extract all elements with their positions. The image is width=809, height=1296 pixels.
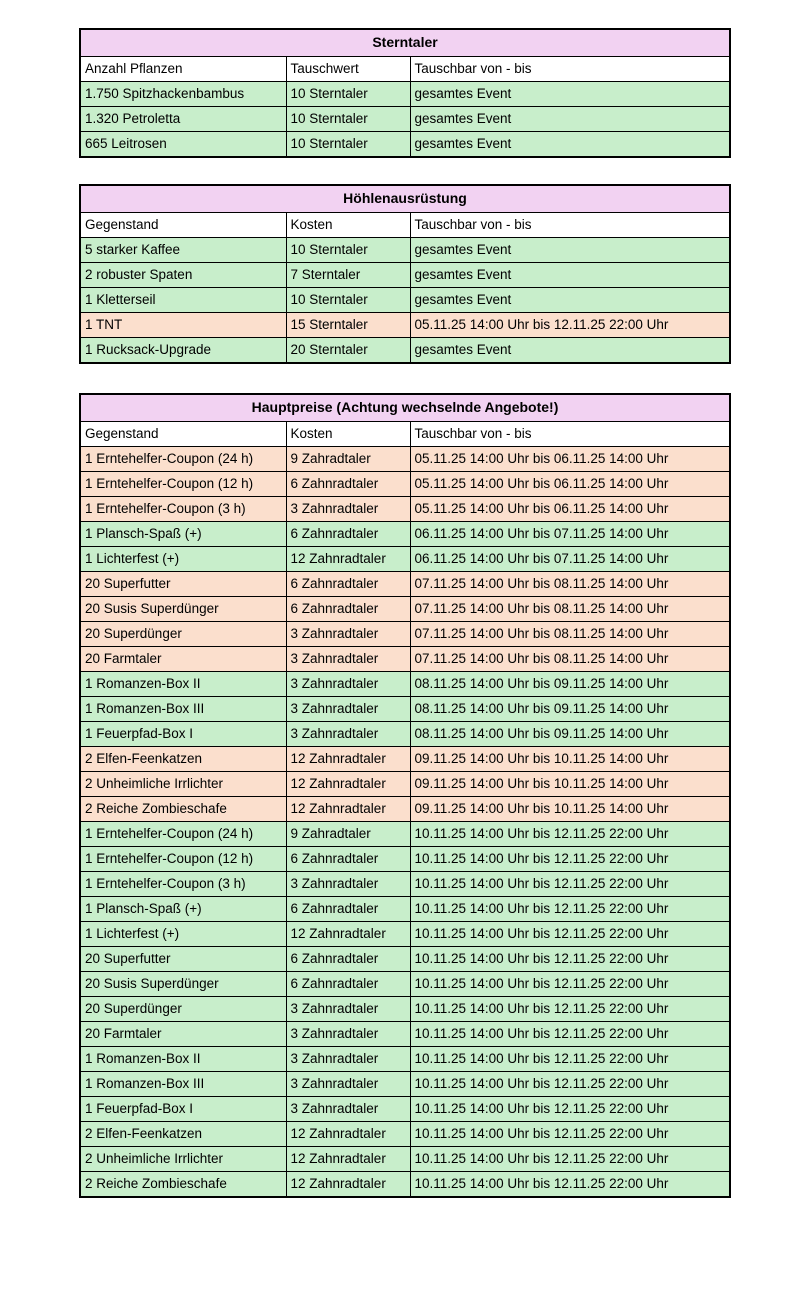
cell-item: 1 Erntehelfer-Coupon (24 h) bbox=[80, 822, 286, 847]
cell-cost: 10 Sterntaler bbox=[286, 82, 410, 107]
table-spacer bbox=[79, 364, 809, 393]
cell-item: 2 Unheimliche Irrlichter bbox=[80, 772, 286, 797]
table-row bbox=[80, 972, 730, 997]
cell-cost: 6 Zahnradtaler bbox=[286, 847, 410, 872]
cell-range: 05.11.25 14:00 Uhr bis 06.11.25 14:00 Uhr bbox=[410, 447, 730, 472]
cell-cost: 7 Sterntaler bbox=[286, 263, 410, 288]
table-hauptpreise bbox=[79, 393, 731, 1198]
cell-item: 665 Leitrosen bbox=[80, 132, 286, 158]
cell-range: 06.11.25 14:00 Uhr bis 07.11.25 14:00 Uhr bbox=[410, 547, 730, 572]
cell-cost: 6 Zahnradtaler bbox=[286, 597, 410, 622]
cell-range: 08.11.25 14:00 Uhr bis 09.11.25 14:00 Uhr bbox=[410, 697, 730, 722]
cell-item: 1 Erntehelfer-Coupon (12 h) bbox=[80, 472, 286, 497]
cell-range: 07.11.25 14:00 Uhr bis 08.11.25 14:00 Uhr bbox=[410, 572, 730, 597]
cell-cost: 3 Zahnradtaler bbox=[286, 997, 410, 1022]
cell-item: 1 Erntehelfer-Coupon (3 h) bbox=[80, 497, 286, 522]
cell-cost: 12 Zahnradtaler bbox=[286, 547, 410, 572]
cell-cost: 6 Zahnradtaler bbox=[286, 522, 410, 547]
column-header-range: Tauschbar von - bis bbox=[410, 57, 730, 82]
cell-cost: 6 Zahnradtaler bbox=[286, 947, 410, 972]
table-row bbox=[80, 238, 730, 263]
cell-range: 08.11.25 14:00 Uhr bis 09.11.25 14:00 Uhr bbox=[410, 722, 730, 747]
cell-range: 05.11.25 14:00 Uhr bis 12.11.25 22:00 Uhr bbox=[410, 313, 730, 338]
cell-cost: 10 Sterntaler bbox=[286, 238, 410, 263]
cell-range: 10.11.25 14:00 Uhr bis 12.11.25 22:00 Uhr bbox=[410, 1097, 730, 1122]
cell-range: 07.11.25 14:00 Uhr bis 08.11.25 14:00 Uhr bbox=[410, 622, 730, 647]
cell-range: 10.11.25 14:00 Uhr bis 12.11.25 22:00 Uhr bbox=[410, 822, 730, 847]
cell-item: 20 Superfutter bbox=[80, 572, 286, 597]
cell-cost: 3 Zahnradtaler bbox=[286, 622, 410, 647]
table-row bbox=[80, 822, 730, 847]
cell-item: 1 Lichterfest (+) bbox=[80, 922, 286, 947]
cell-range: 10.11.25 14:00 Uhr bis 12.11.25 22:00 Uhr bbox=[410, 947, 730, 972]
table-title: Höhlenausrüstung bbox=[80, 185, 730, 213]
table-head bbox=[80, 185, 730, 238]
cell-cost: 10 Sterntaler bbox=[286, 132, 410, 158]
cell-item: 20 Farmtaler bbox=[80, 647, 286, 672]
cell-range: 05.11.25 14:00 Uhr bis 06.11.25 14:00 Uhr bbox=[410, 497, 730, 522]
cell-range: 07.11.25 14:00 Uhr bis 08.11.25 14:00 Uhr bbox=[410, 647, 730, 672]
cell-range: gesamtes Event bbox=[410, 263, 730, 288]
table-row bbox=[80, 522, 730, 547]
cell-range: 06.11.25 14:00 Uhr bis 07.11.25 14:00 Uhr bbox=[410, 522, 730, 547]
table-head bbox=[80, 394, 730, 447]
table-row bbox=[80, 263, 730, 288]
cell-item: 20 Superdünger bbox=[80, 622, 286, 647]
table-row bbox=[80, 288, 730, 313]
cell-range: 09.11.25 14:00 Uhr bis 10.11.25 14:00 Uhr bbox=[410, 772, 730, 797]
table-title-row bbox=[80, 394, 730, 422]
cell-item: 20 Farmtaler bbox=[80, 1022, 286, 1047]
cell-range: gesamtes Event bbox=[410, 338, 730, 364]
table-hoehlenausruestung bbox=[79, 184, 731, 364]
cell-item: 1 Plansch-Spaß (+) bbox=[80, 897, 286, 922]
column-header-item: Anzahl Pflanzen bbox=[80, 57, 286, 82]
table-row bbox=[80, 747, 730, 772]
cell-item: 1 Feuerpfad-Box I bbox=[80, 1097, 286, 1122]
cell-range: 05.11.25 14:00 Uhr bis 06.11.25 14:00 Uhr bbox=[410, 472, 730, 497]
table-row bbox=[80, 697, 730, 722]
table-row bbox=[80, 107, 730, 132]
cell-item: 1 Lichterfest (+) bbox=[80, 547, 286, 572]
column-header-range: Tauschbar von - bis bbox=[410, 213, 730, 238]
cell-cost: 10 Sterntaler bbox=[286, 107, 410, 132]
table-row bbox=[80, 922, 730, 947]
table-title: Sterntaler bbox=[80, 29, 730, 57]
cell-item: 1 Kletterseil bbox=[80, 288, 286, 313]
column-header-cost: Kosten bbox=[286, 213, 410, 238]
cell-item: 1 Erntehelfer-Coupon (12 h) bbox=[80, 847, 286, 872]
cell-cost: 3 Zahnradtaler bbox=[286, 1047, 410, 1072]
table-row bbox=[80, 338, 730, 364]
table-block-sterntaler bbox=[79, 28, 729, 158]
table-row bbox=[80, 672, 730, 697]
cell-range: 10.11.25 14:00 Uhr bis 12.11.25 22:00 Uhr bbox=[410, 1047, 730, 1072]
table-body bbox=[80, 82, 730, 158]
cell-item: 1 Plansch-Spaß (+) bbox=[80, 522, 286, 547]
cell-range: gesamtes Event bbox=[410, 107, 730, 132]
cell-item: 20 Susis Superdünger bbox=[80, 597, 286, 622]
table-row bbox=[80, 1172, 730, 1198]
cell-cost: 10 Sterntaler bbox=[286, 288, 410, 313]
column-header-cost: Kosten bbox=[286, 422, 410, 447]
cell-cost: 12 Zahnradtaler bbox=[286, 922, 410, 947]
table-row bbox=[80, 947, 730, 972]
table-row bbox=[80, 772, 730, 797]
cell-item: 1 Romanzen-Box III bbox=[80, 1072, 286, 1097]
cell-cost: 6 Zahnradtaler bbox=[286, 472, 410, 497]
cell-cost: 3 Zahnradtaler bbox=[286, 722, 410, 747]
cell-range: gesamtes Event bbox=[410, 132, 730, 158]
table-sterntaler bbox=[79, 28, 731, 158]
table-title-row bbox=[80, 29, 730, 57]
tables-container bbox=[79, 28, 809, 1198]
cell-cost: 12 Zahnradtaler bbox=[286, 747, 410, 772]
cell-item: 2 robuster Spaten bbox=[80, 263, 286, 288]
cell-range: 10.11.25 14:00 Uhr bis 12.11.25 22:00 Uhr bbox=[410, 847, 730, 872]
cell-cost: 6 Zahnradtaler bbox=[286, 572, 410, 597]
table-row bbox=[80, 82, 730, 107]
cell-item: 2 Reiche Zombieschafe bbox=[80, 797, 286, 822]
table-row bbox=[80, 1147, 730, 1172]
cell-cost: 3 Zahnradtaler bbox=[286, 1022, 410, 1047]
cell-range: 10.11.25 14:00 Uhr bis 12.11.25 22:00 Uhr bbox=[410, 972, 730, 997]
table-row bbox=[80, 1122, 730, 1147]
table-row bbox=[80, 572, 730, 597]
cell-range: 10.11.25 14:00 Uhr bis 12.11.25 22:00 Uhr bbox=[410, 997, 730, 1022]
cell-cost: 15 Sterntaler bbox=[286, 313, 410, 338]
cell-range: 10.11.25 14:00 Uhr bis 12.11.25 22:00 Uhr bbox=[410, 1122, 730, 1147]
cell-item: 1 Erntehelfer-Coupon (24 h) bbox=[80, 447, 286, 472]
cell-range: 07.11.25 14:00 Uhr bis 08.11.25 14:00 Uhr bbox=[410, 597, 730, 622]
cell-cost: 6 Zahnradtaler bbox=[286, 972, 410, 997]
table-column-header-row bbox=[80, 57, 730, 82]
table-row bbox=[80, 1047, 730, 1072]
cell-item: 2 Reiche Zombieschafe bbox=[80, 1172, 286, 1198]
cell-range: 09.11.25 14:00 Uhr bis 10.11.25 14:00 Uhr bbox=[410, 797, 730, 822]
table-column-header-row bbox=[80, 422, 730, 447]
table-block-hoehlenausruestung bbox=[79, 184, 729, 364]
cell-cost: 3 Zahnradtaler bbox=[286, 497, 410, 522]
cell-range: 10.11.25 14:00 Uhr bis 12.11.25 22:00 Uhr bbox=[410, 897, 730, 922]
column-header-item: Gegenstand bbox=[80, 213, 286, 238]
cell-range: 10.11.25 14:00 Uhr bis 12.11.25 22:00 Uhr bbox=[410, 1022, 730, 1047]
table-row bbox=[80, 997, 730, 1022]
cell-item: 2 Elfen-Feenkatzen bbox=[80, 747, 286, 772]
cell-item: 2 Elfen-Feenkatzen bbox=[80, 1122, 286, 1147]
table-title-row bbox=[80, 185, 730, 213]
cell-item: 1 Feuerpfad-Box I bbox=[80, 722, 286, 747]
table-row bbox=[80, 132, 730, 158]
cell-item: 20 Superdünger bbox=[80, 997, 286, 1022]
table-row bbox=[80, 847, 730, 872]
cell-range: 10.11.25 14:00 Uhr bis 12.11.25 22:00 Uhr bbox=[410, 922, 730, 947]
table-row bbox=[80, 1022, 730, 1047]
table-body bbox=[80, 238, 730, 364]
table-row bbox=[80, 1097, 730, 1122]
cell-item: 1 TNT bbox=[80, 313, 286, 338]
cell-item: 1.750 Spitzhackenbambus bbox=[80, 82, 286, 107]
table-row bbox=[80, 313, 730, 338]
cell-cost: 12 Zahnradtaler bbox=[286, 1172, 410, 1198]
cell-range: 09.11.25 14:00 Uhr bis 10.11.25 14:00 Uhr bbox=[410, 747, 730, 772]
table-row bbox=[80, 722, 730, 747]
cell-cost: 3 Zahnradtaler bbox=[286, 672, 410, 697]
cell-cost: 3 Zahnradtaler bbox=[286, 697, 410, 722]
table-column-header-row bbox=[80, 213, 730, 238]
cell-item: 2 Unheimliche Irrlichter bbox=[80, 1147, 286, 1172]
cell-range: 08.11.25 14:00 Uhr bis 09.11.25 14:00 Uhr bbox=[410, 672, 730, 697]
cell-range: 10.11.25 14:00 Uhr bis 12.11.25 22:00 Uhr bbox=[410, 872, 730, 897]
column-header-range: Tauschbar von - bis bbox=[410, 422, 730, 447]
cell-cost: 9 Zahradtaler bbox=[286, 822, 410, 847]
cell-cost: 12 Zahnradtaler bbox=[286, 1122, 410, 1147]
cell-cost: 3 Zahnradtaler bbox=[286, 1097, 410, 1122]
column-header-cost: Tauschwert bbox=[286, 57, 410, 82]
cell-cost: 9 Zahradtaler bbox=[286, 447, 410, 472]
cell-item: 1 Romanzen-Box II bbox=[80, 672, 286, 697]
table-row bbox=[80, 447, 730, 472]
table-block-hauptpreise bbox=[79, 393, 729, 1198]
cell-cost: 3 Zahnradtaler bbox=[286, 647, 410, 672]
cell-cost: 3 Zahnradtaler bbox=[286, 1072, 410, 1097]
cell-item: 1.320 Petroletta bbox=[80, 107, 286, 132]
table-row bbox=[80, 1072, 730, 1097]
cell-cost: 20 Sterntaler bbox=[286, 338, 410, 364]
table-row bbox=[80, 872, 730, 897]
cell-range: gesamtes Event bbox=[410, 288, 730, 313]
table-row bbox=[80, 497, 730, 522]
cell-item: 1 Romanzen-Box III bbox=[80, 697, 286, 722]
cell-range: 10.11.25 14:00 Uhr bis 12.11.25 22:00 Uhr bbox=[410, 1147, 730, 1172]
cell-cost: 3 Zahnradtaler bbox=[286, 872, 410, 897]
cell-range: 10.11.25 14:00 Uhr bis 12.11.25 22:00 Uhr bbox=[410, 1072, 730, 1097]
table-row bbox=[80, 797, 730, 822]
column-header-item: Gegenstand bbox=[80, 422, 286, 447]
table-row bbox=[80, 647, 730, 672]
cell-cost: 12 Zahnradtaler bbox=[286, 1147, 410, 1172]
cell-cost: 6 Zahnradtaler bbox=[286, 897, 410, 922]
cell-cost: 12 Zahnradtaler bbox=[286, 797, 410, 822]
table-row bbox=[80, 622, 730, 647]
cell-item: 1 Erntehelfer-Coupon (3 h) bbox=[80, 872, 286, 897]
table-title: Hauptpreise (Achtung wechselnde Angebote!) bbox=[80, 394, 730, 422]
table-head bbox=[80, 29, 730, 82]
table-row bbox=[80, 547, 730, 572]
table-row bbox=[80, 472, 730, 497]
cell-range: gesamtes Event bbox=[410, 82, 730, 107]
table-spacer bbox=[79, 158, 809, 184]
table-row bbox=[80, 597, 730, 622]
cell-item: 20 Superfutter bbox=[80, 947, 286, 972]
cell-item: 5 starker Kaffee bbox=[80, 238, 286, 263]
cell-item: 1 Romanzen-Box II bbox=[80, 1047, 286, 1072]
cell-cost: 12 Zahnradtaler bbox=[286, 772, 410, 797]
cell-range: gesamtes Event bbox=[410, 238, 730, 263]
cell-item: 1 Rucksack-Upgrade bbox=[80, 338, 286, 364]
table-body bbox=[80, 447, 730, 1198]
cell-item: 20 Susis Superdünger bbox=[80, 972, 286, 997]
table-row bbox=[80, 897, 730, 922]
cell-range: 10.11.25 14:00 Uhr bis 12.11.25 22:00 Uhr bbox=[410, 1172, 730, 1198]
